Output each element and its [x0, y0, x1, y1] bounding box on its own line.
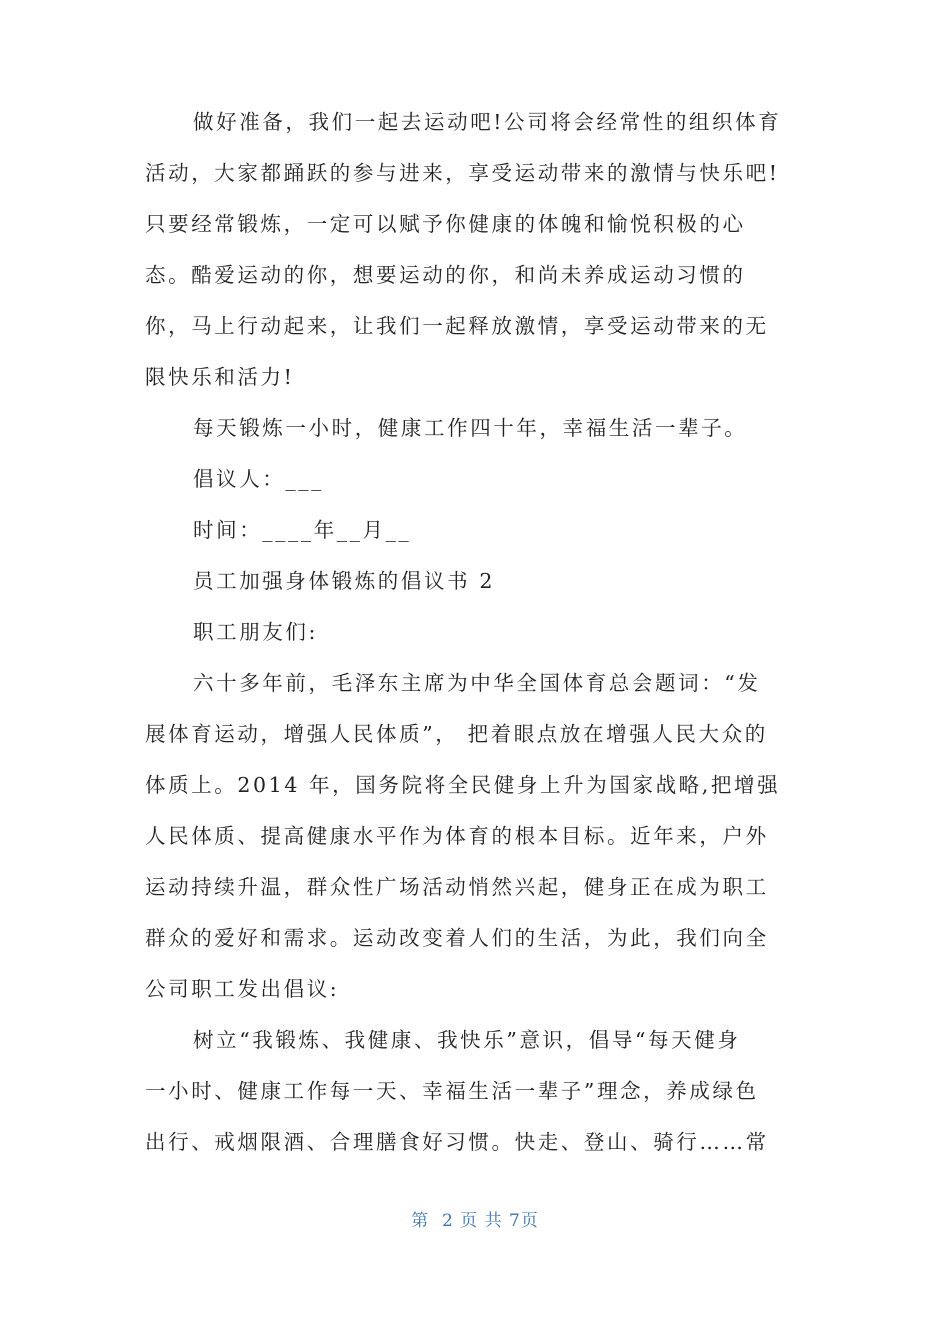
text-line: 展体育运动，增强人民体质”， 把着眼点放在增强人民大众的	[145, 722, 768, 746]
text-line: 一小时、健康工作每一天、幸福生活一辈子”理念，养成绿色	[145, 1079, 759, 1103]
text-line: 限快乐和活力!	[145, 365, 295, 389]
slogan-line: 每天锻炼一小时，健康工作四十年，幸福生活一辈子。	[193, 416, 748, 440]
text-line: 公司职工发出倡议:	[145, 977, 340, 1001]
text-line: 做好准备，我们一起去运动吧!公司将会经常性的组织体育	[193, 110, 782, 134]
page-number-footer: 第 2 页 共 7页	[411, 1211, 539, 1231]
text-line: 六十多年前，毛泽东主席为中华全国体育总会题词：“发	[193, 671, 761, 695]
text-line: 群众的爱好和需求。运动改变着人们的生活，为此，我们向全	[145, 926, 769, 950]
text-line: 树立“我锻炼、我健康、我快乐”意识，倡导“每天健身	[193, 1028, 741, 1052]
salutation: 职工朋友们:	[193, 620, 319, 644]
text-line: 态。酷爱运动的你，想要运动的你，和尚未养成运动习惯的	[145, 263, 746, 287]
section-title: 员工加强身体锻炼的倡议书 2	[193, 569, 495, 593]
text-line: 运动持续升温，群众性广场活动悄然兴起，健身正在成为职工	[145, 875, 769, 899]
text-line: 出行、戒烟限酒、合理膳食好习惯。快走、登山、骑行……常	[145, 1130, 769, 1154]
proposer-field: 倡议人：___	[193, 467, 324, 491]
text-line: 你，马上行动起来，让我们一起释放激情，享受运动带来的无	[145, 314, 769, 338]
date-field: 时间：____年__月__	[193, 518, 412, 542]
text-line: 体质上。2014 年，国务院将全民健身上升为国家战略,把增强	[145, 773, 781, 797]
text-line: 人民体质、提高健康水平作为体育的根本目标。近年来，户外	[145, 824, 769, 848]
text-line: 只要经常锻炼，一定可以赋予你健康的体魄和愉悦积极的心	[145, 212, 746, 236]
text-line: 活动，大家都踊跃的参与进来，享受运动带来的激情与快乐吧!	[145, 161, 780, 185]
document-body	[145, 97, 805, 1168]
